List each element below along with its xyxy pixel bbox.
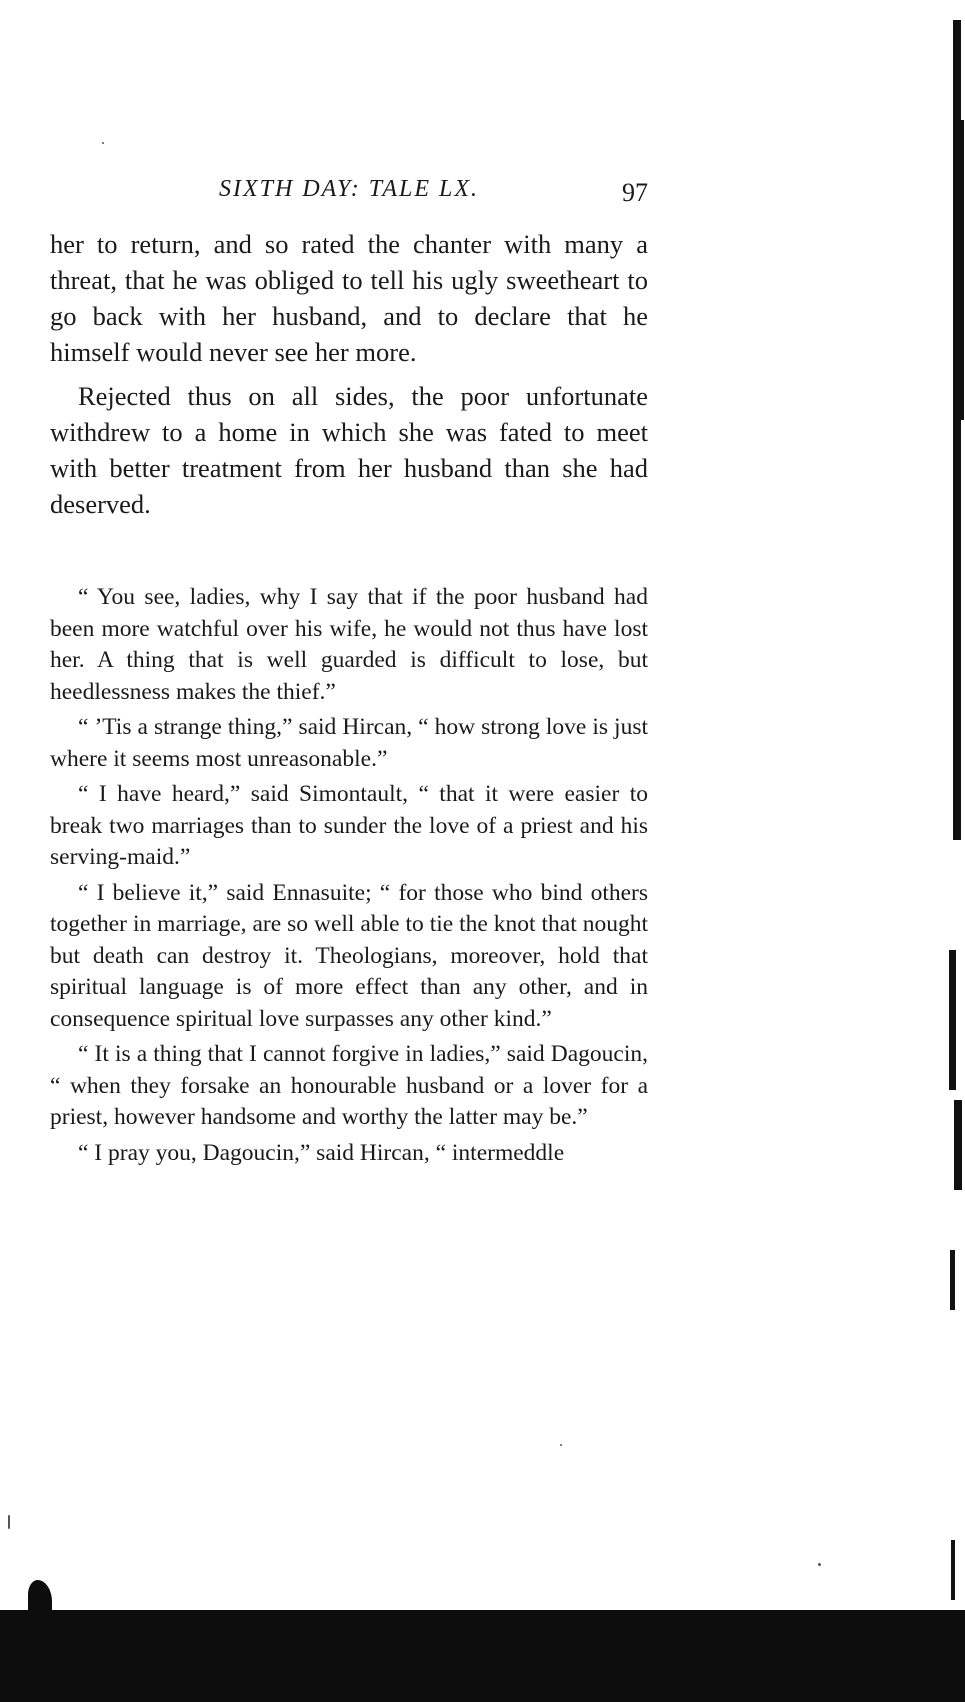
page-edge-shadow [935, 0, 965, 1702]
dialogue-text [50, 582, 648, 1173]
page-header [50, 172, 648, 212]
story-text [50, 226, 648, 530]
paper-speck [8, 1515, 10, 1529]
dialogue-paragraph: “ I have heard,” said Simontault, “ that it were easier to break two marriages than to sunder the love of a priest and his serving-maid.” [50, 781, 648, 870]
story-paragraph: her to return, and so rated the chanter with many a threat, that he was obliged to tell his ugly sweetheart to go back with her husband, and to declare that he himself would never see her more. [50, 229, 648, 367]
edge-mark [954, 1100, 962, 1190]
dialogue-paragraph: “ ’Tis a strange thing,” said Hircan, “ how strong love is just where it seems most unreasonable.” [50, 714, 648, 772]
paper-speck [818, 1563, 821, 1566]
story-paragraph: Rejected thus on all sides, the poor unfortunate withdrew to a home in which she was fated to meet with better treatment from her husband than she had deserved. [50, 381, 648, 519]
dialogue-paragraph: “ I believe it,” said Ennasuite; “ for those who bind others together in marriage, are so well able to tie the knot that nought but death can destroy it. Theologians, moreover, hold that spiritual language is of more effect than any other, and in consequence spiritual love surpasses any other kind.” [50, 879, 648, 1032]
scan-bottom-shadow [0, 1610, 965, 1702]
dialogue-paragraph: “ It is a thing that I cannot forgive in ladies,” said Dagoucin, “ when they forsake an honourable husband or a lover for a priest, however handsome and worthy the latter may be.” [50, 1041, 648, 1130]
edge-mark [951, 1540, 955, 1600]
edge-mark [950, 1250, 955, 1310]
edge-mark [959, 120, 964, 420]
paper-speck [102, 142, 104, 144]
paper-speck [560, 1444, 562, 1446]
edge-mark [949, 950, 956, 1090]
dialogue-paragraph: “ You see, ladies, why I say that if the poor husband had been more watchful over his wife, he would not thus have lost her. A thing that is well guarded is difficult to lose, but heedlessness makes the thief.” [50, 584, 648, 705]
running-head: SIXTH DAY: TALE LX. [218, 176, 480, 202]
page-number: 97 [622, 178, 648, 207]
dialogue-paragraph: “ I pray you, Dagoucin,” said Hircan, “ intermeddle [78, 1139, 565, 1166]
